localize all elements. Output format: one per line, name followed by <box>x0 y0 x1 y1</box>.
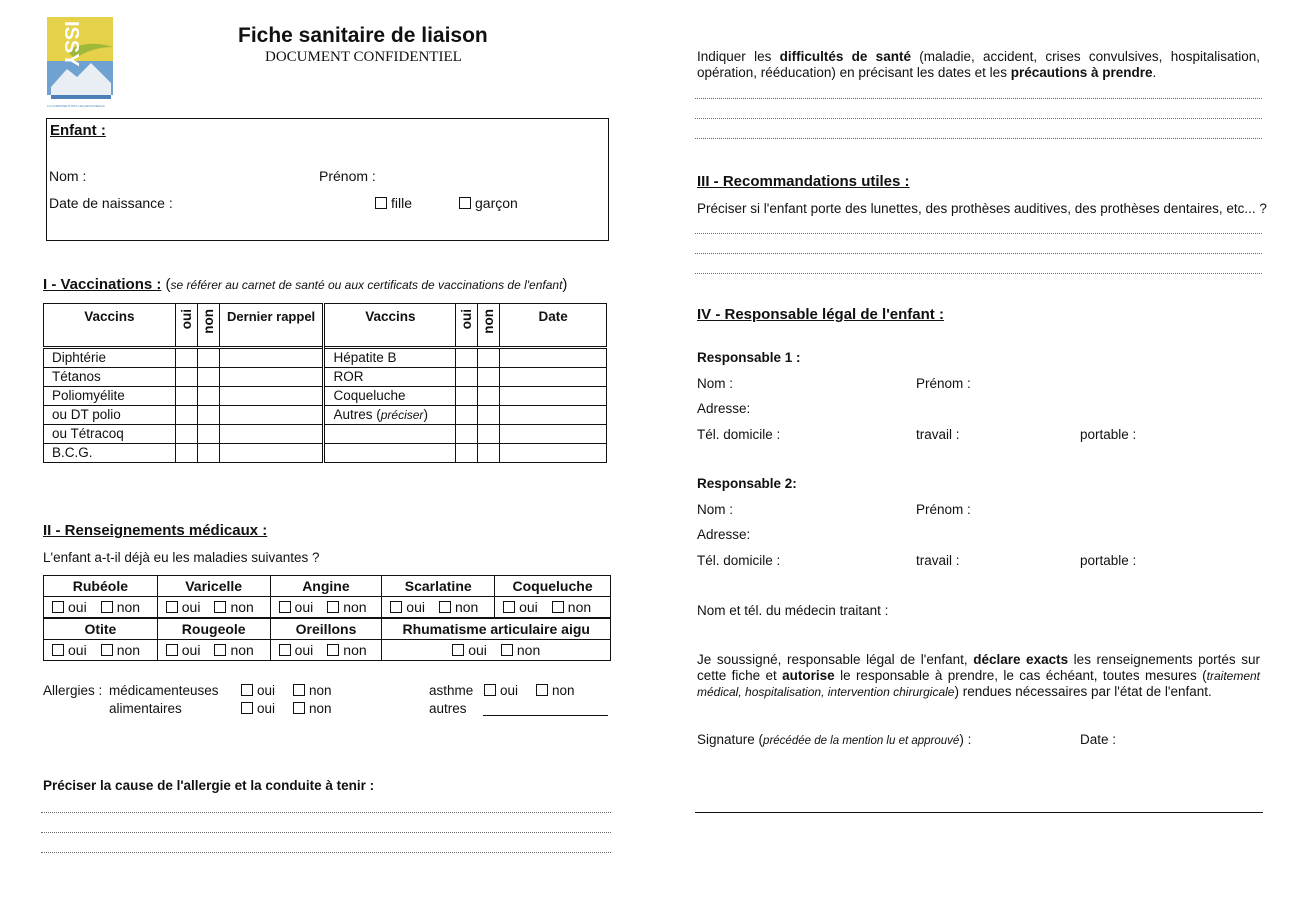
choice-otite: oui non <box>44 640 158 661</box>
disease-coqueluche: Coqueluche <box>495 576 611 597</box>
alimentaires-choice: oui non <box>241 701 332 716</box>
garcon-checkbox[interactable] <box>459 197 471 209</box>
vaccinations-table <box>43 303 607 463</box>
responsable-1-heading: Responsable 1 : <box>697 350 801 365</box>
child-dob-label: Date de naissance : <box>49 195 173 211</box>
disease-rubeole: Rubéole <box>44 576 158 597</box>
vaccinations-note: se référer au carnet de santé ou aux certificats de vaccinations de l'enfant <box>170 278 563 292</box>
page-title: Fiche sanitaire de liaison <box>238 24 488 47</box>
allergies-medicamenteuses: médicamenteuses <box>109 683 219 698</box>
date-label: Date : <box>1080 732 1117 747</box>
recommandations-heading: III - Recommandations utiles : <box>697 173 910 190</box>
choice-coqueluche: oui non <box>495 597 611 618</box>
logo-text: ISSY <box>60 21 82 67</box>
choice-scarlatine: oui non <box>382 597 495 618</box>
r2-prenom-label: Prénom : <box>916 502 971 517</box>
r1-prenom-label: Prénom : <box>916 376 971 391</box>
autres-line[interactable] <box>483 715 608 716</box>
r2-tel-label: Tél. domicile : <box>697 553 781 568</box>
allergy-cause-line[interactable] <box>41 812 611 813</box>
allergies-label: Allergies : <box>43 683 103 698</box>
recommandations-line[interactable] <box>695 253 1262 254</box>
allergy-cause-line[interactable] <box>41 852 611 853</box>
allergy-cause-line[interactable] <box>41 832 611 833</box>
vaccinations-heading: I - Vaccinations : <box>43 276 162 293</box>
diseases-table-2 <box>43 618 611 661</box>
garcon-option[interactable]: garçon <box>459 195 518 211</box>
disease-varicelle: Varicelle <box>157 576 270 597</box>
table-row: ou DT polio Autres (préciser) <box>44 406 607 425</box>
fille-checkbox[interactable] <box>375 197 387 209</box>
table-row: Poliomyélite Coqueluche <box>44 387 607 406</box>
disease-angine: Angine <box>270 576 382 597</box>
health-line[interactable] <box>695 118 1262 119</box>
col-date: Date <box>500 304 607 348</box>
col-non-left: non <box>197 304 219 348</box>
diseases-table-1 <box>43 575 611 618</box>
choice-rhumatisme: oui non <box>382 640 611 661</box>
medical-question: L'enfant a-t-il déjà eu les maladies suivantes ? <box>43 550 320 565</box>
medicamenteuses-choice: oui non <box>241 683 332 698</box>
health-difficulties-text: Indiquer les difficultés de santé (maladie, accident, crises convulsives, hospitalisation, opération, rééducation) en précisant les dates et les précautions à prendre. <box>697 49 1261 80</box>
recommandations-text: Préciser si l'enfant porte des lunettes, des prothèses auditives, des prothèses dentaires, etc... ? <box>697 201 1267 216</box>
table-row: ou Tétracoq <box>44 425 607 444</box>
col-vaccins-left: Vaccins <box>44 304 176 348</box>
autres-label: autres <box>429 701 467 716</box>
medical-heading: II - Renseignements médicaux : <box>43 522 268 539</box>
r1-adresse-label: Adresse: <box>697 401 751 416</box>
r1-tel-label: Tél. domicile : <box>697 427 781 442</box>
choice-angine: oui non <box>270 597 382 618</box>
choice-oreillons: oui non <box>270 640 382 661</box>
responsable-heading: IV - Responsable légal de l'enfant : <box>697 306 944 323</box>
col-oui-right: oui <box>456 304 478 348</box>
col-non-right: non <box>478 304 500 348</box>
r2-nom-label: Nom : <box>697 502 734 517</box>
vaccinations-heading-line: I - Vaccinations : (se référer au carnet de santé ou aux certificats de vaccinations de l'enfant) <box>43 276 568 293</box>
logo-graphic <box>47 17 115 103</box>
r2-travail-label: travail : <box>916 553 960 568</box>
col-rappel: Dernier rappel <box>219 304 324 348</box>
medecin-label: Nom et tél. du médecin traitant : <box>697 603 889 618</box>
asthme-label: asthme <box>429 683 474 698</box>
issy-logo <box>47 17 115 108</box>
col-vaccins-right: Vaccins <box>324 304 456 348</box>
table-row: B.C.G. <box>44 444 607 463</box>
logo-caption: LA COMMUNE D'ISSY-LES-MOULINEAUX <box>47 104 105 108</box>
r2-adresse-label: Adresse: <box>697 527 751 542</box>
responsable-2-heading: Responsable 2: <box>697 476 797 491</box>
disease-rhumatisme: Rhumatisme articulaire aigu <box>382 619 611 640</box>
health-line[interactable] <box>695 138 1262 139</box>
child-prenom-label: Prénom : <box>319 168 376 184</box>
allergies-alimentaires: alimentaires <box>109 701 182 716</box>
choice-rougeole: oui non <box>157 640 270 661</box>
health-line[interactable] <box>695 98 1262 99</box>
page-subtitle: DOCUMENT CONFIDENTIEL <box>265 49 462 65</box>
table-row: Tétanos ROR <box>44 368 607 387</box>
disease-rougeole: Rougeole <box>157 619 270 640</box>
choice-rubeole: oui non <box>44 597 158 618</box>
allergy-cause-heading: Préciser la cause de l'allergie et la conduite à tenir : <box>43 778 375 793</box>
child-nom-label: Nom : <box>49 168 87 184</box>
child-heading: Enfant : <box>50 122 106 139</box>
disease-otite: Otite <box>44 619 158 640</box>
r1-travail-label: travail : <box>916 427 960 442</box>
disease-oreillons: Oreillons <box>270 619 382 640</box>
declaration-text: Je soussigné, responsable légal de l'enfant, déclare exacts les renseignements portés sur cette fiche et autorise le responsable à prendre, le cas échéant, toutes mesures (traitement médical, hospitalisation, intervention chirurgicale) rendues nécessaires par l'état de l'enfant. <box>697 652 1261 699</box>
choice-varicelle: oui non <box>157 597 270 618</box>
table-row: Diphtérie Hépatite B <box>44 348 607 368</box>
signature-line[interactable] <box>695 812 1263 813</box>
col-oui-left: oui <box>175 304 197 348</box>
fille-option[interactable]: fille <box>375 195 412 211</box>
recommandations-line[interactable] <box>695 273 1262 274</box>
r1-portable-label: portable : <box>1080 427 1137 442</box>
recommandations-line[interactable] <box>695 233 1262 234</box>
signature-label: Signature (précédée de la mention lu et approuvé) : <box>697 732 972 747</box>
disease-scarlatine: Scarlatine <box>382 576 495 597</box>
asthme-choice: oui non <box>484 683 575 698</box>
r2-portable-label: portable : <box>1080 553 1137 568</box>
r1-nom-label: Nom : <box>697 376 734 391</box>
